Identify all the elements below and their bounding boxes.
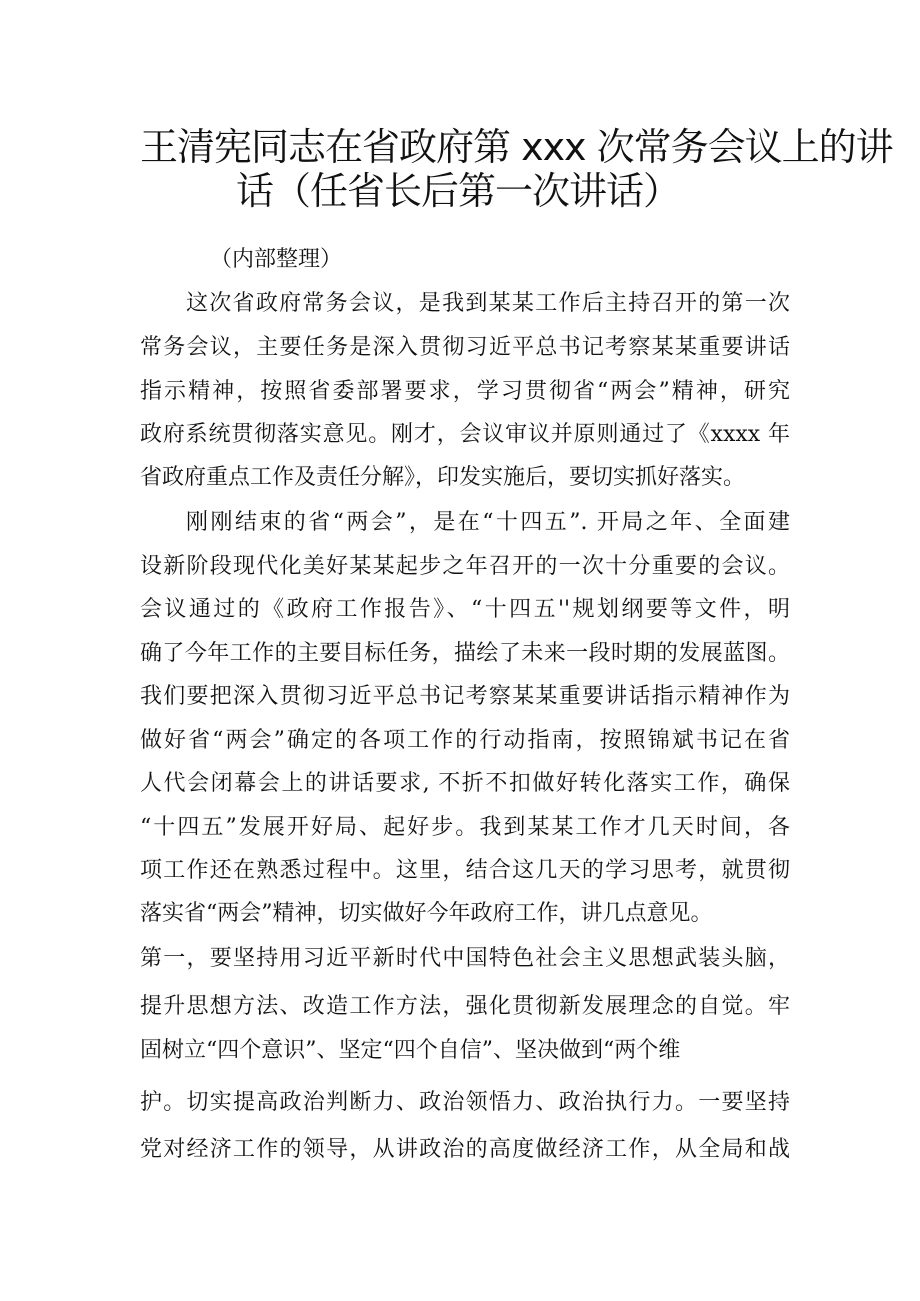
body-line: 我们要把深入贯彻习近平总书记考察某某重要讲话指示精神作为 [140, 684, 790, 709]
internal-note: （内部整理） [210, 247, 343, 272]
body-line: 党对经济工作的领导，从讲政治的高度做经济工作，从全局和战 [140, 1137, 790, 1162]
body-line: 落实省“两会”精神，切实做好今年政府工作，讲几点意见。 [140, 901, 713, 926]
document-title-line-1: 王清宪同志在省政府第 xxx 次常务会议上的讲 [140, 125, 893, 169]
body-line: 刚刚结束的省“两会”，是在“十四五”. 开局之年、全面建 [186, 510, 790, 535]
body-line: 会议通过的《政府工作报告》、“十四五''规划纲要等文件，明 [140, 597, 790, 622]
body-line: 固树立“四个意识”、坚定“四个自信”、坚决做到“两个维 [140, 1038, 681, 1063]
body-line: 设新阶段现代化美好某某起步之年召开的一次十分重要的会议。 [140, 554, 790, 579]
body-line: 人代会闭幕会上的讲话要求, 不折不扣做好转化落实工作，确保 [140, 771, 790, 796]
body-line: 指示精神，按照省委部署要求，学习贯彻省“两会”精神，研究 [140, 379, 790, 404]
body-line: 做好省“两会”确定的各项工作的行动指南，按照锦斌书记在省 [140, 728, 790, 753]
body-line: 第一，要坚持用习近平新时代中国特色社会主义思想武装头脑， [140, 946, 790, 971]
body-line: 省政府重点工作及责任分解》，印发实施后，要切实抓好落实。 [140, 465, 746, 490]
document-title-line-2: 话（任省长后第一次讲话） [236, 169, 681, 213]
body-line: 这次省政府常务会议，是我到某某工作后主持召开的第一次 [186, 291, 790, 316]
body-line: 提升思想方法、改造工作方法，强化贯彻新发展理念的自觉。牢 [140, 994, 790, 1019]
body-line: “十四五”发展开好局、起好步。我到某某工作才几天时间，各 [140, 815, 790, 840]
body-line: 确了今年工作的主要目标任务，描绘了未来一段时期的发展蓝图。 [140, 641, 790, 666]
body-line: 政府系统贯彻落实意见。刚才，会议审议并原则通过了《xxxx 年 [140, 422, 790, 447]
body-line: 护。切实提高政治判断力、政治领悟力、政治执行力。一要坚持 [140, 1090, 790, 1115]
body-line: 项工作还在熟悉过程中。这里，结合这几天的学习思考，就贯彻 [140, 858, 790, 883]
body-line: 常务会议，主要任务是深入贯彻习近平总书记考察某某重要讲话 [140, 335, 790, 360]
